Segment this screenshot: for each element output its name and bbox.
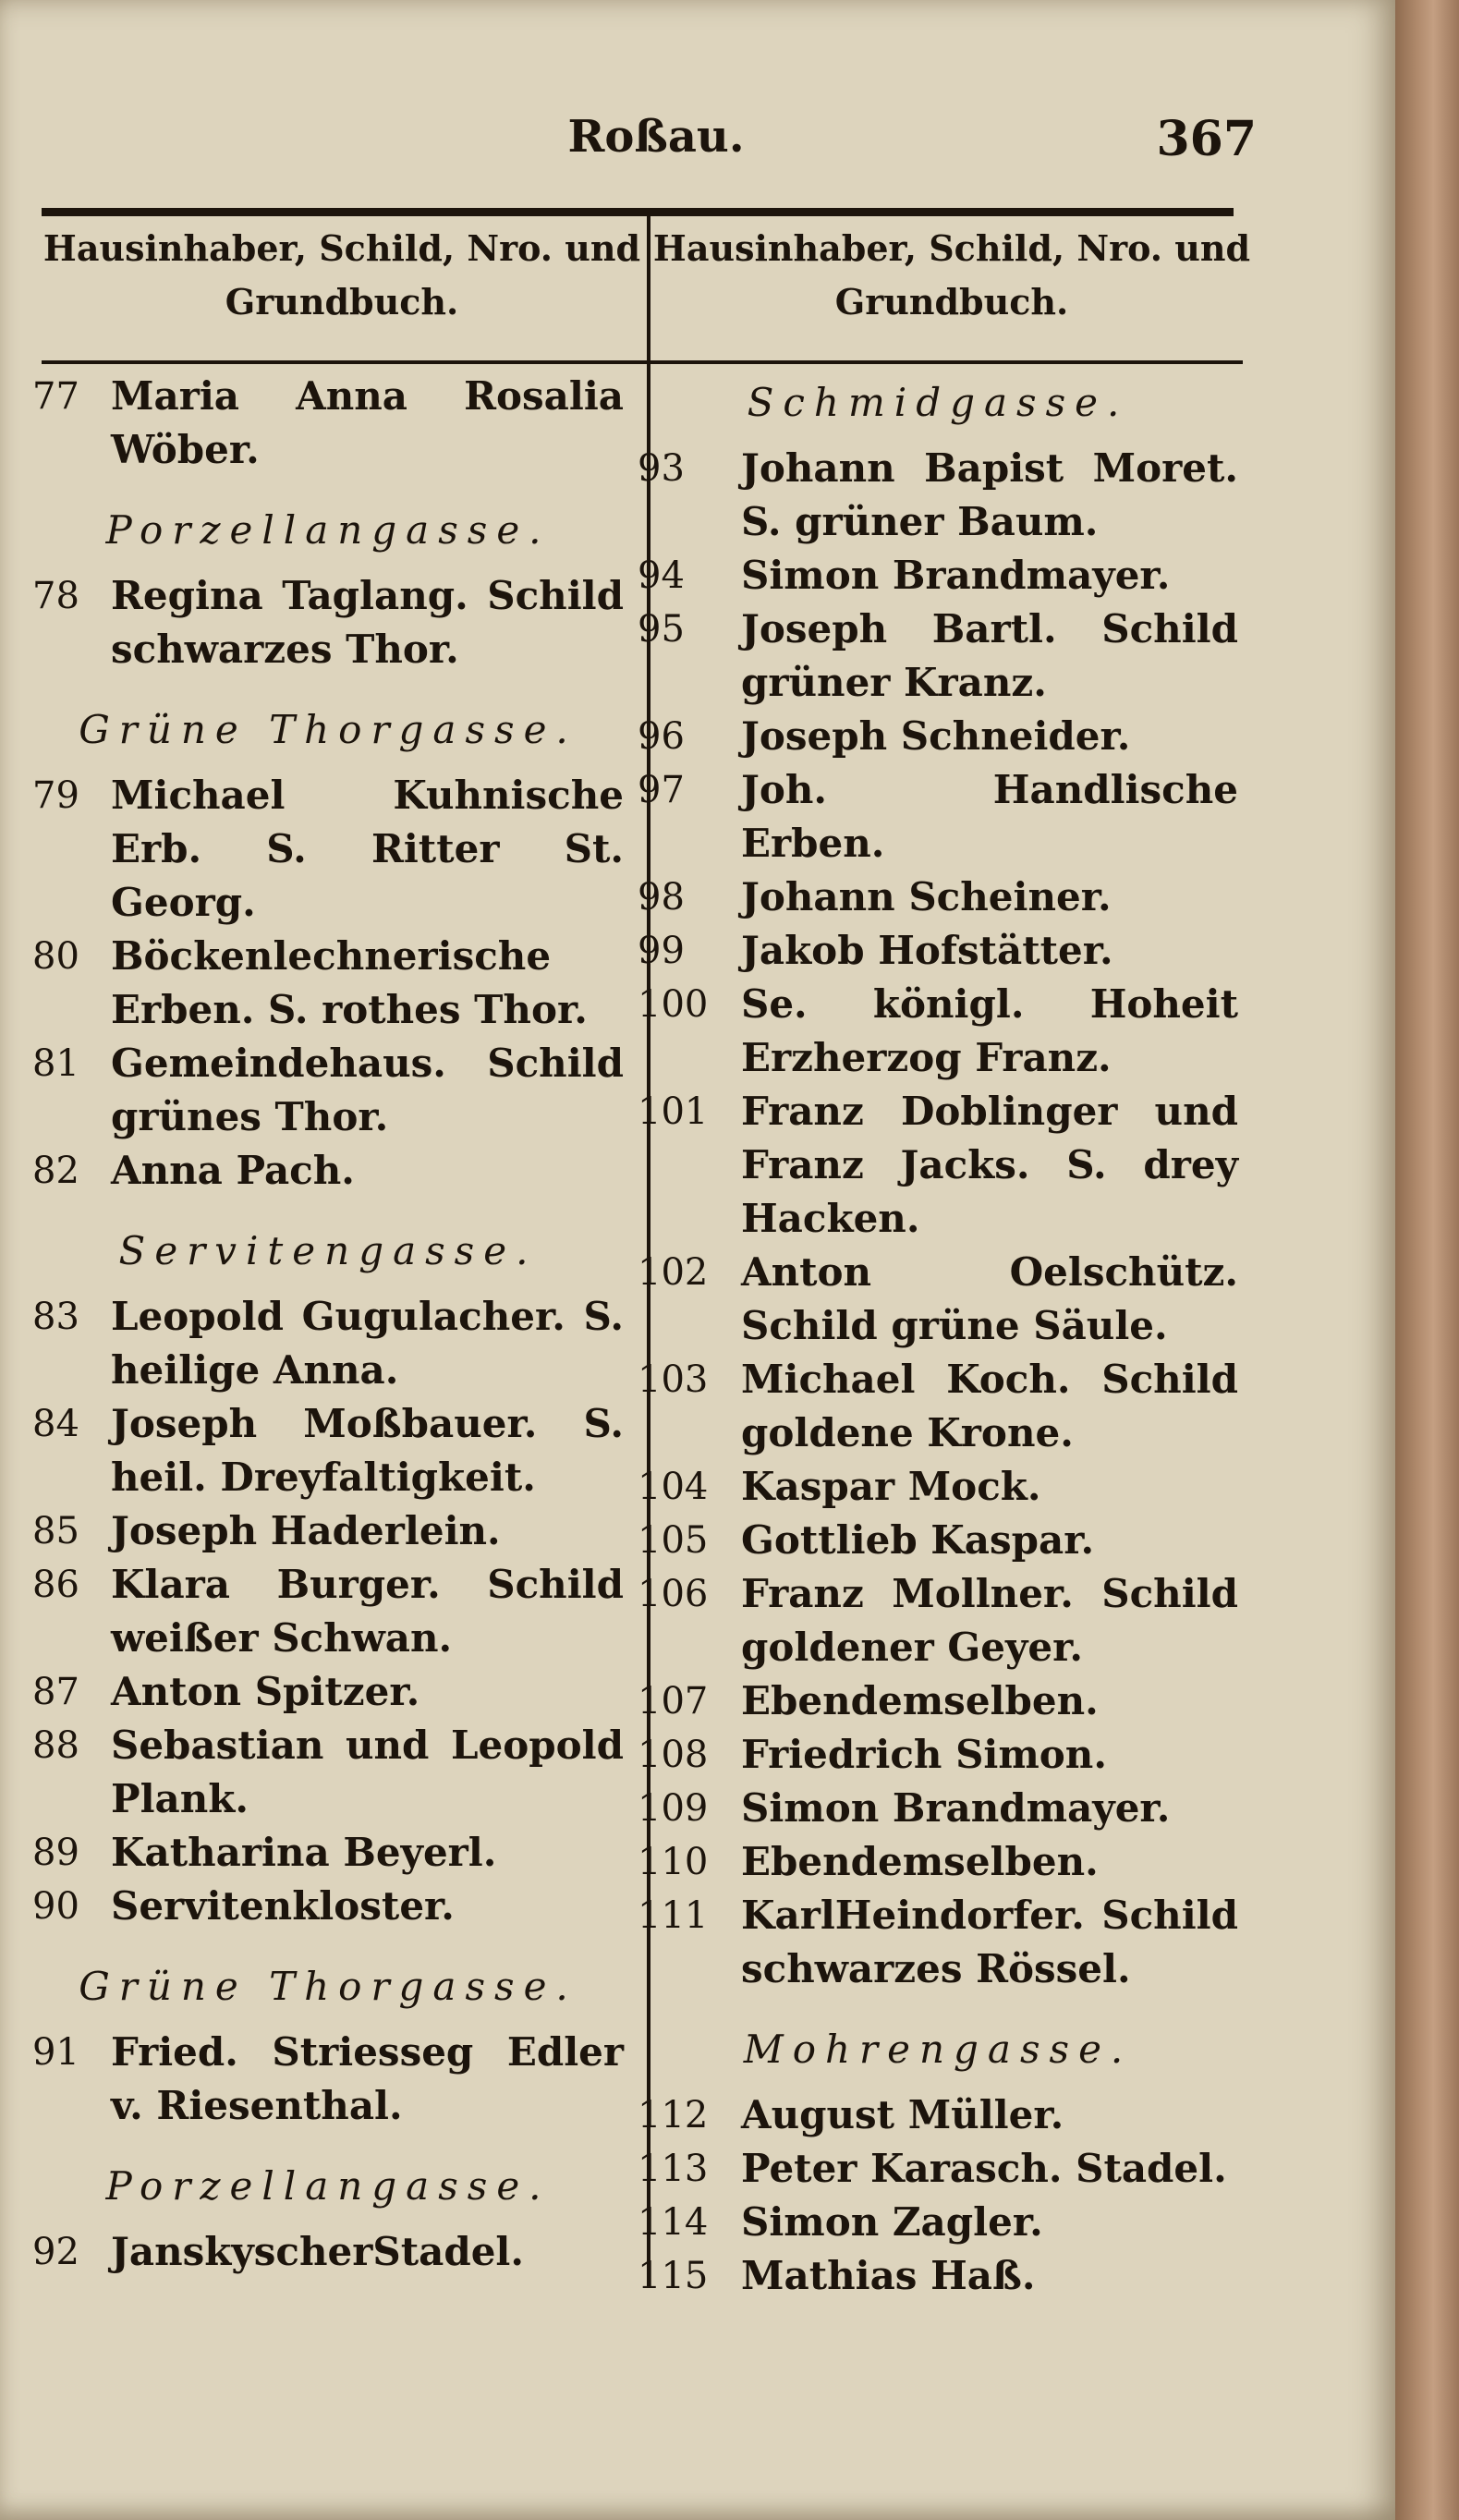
owner-text: Joseph Schneider. [741,713,1131,759]
owner-text: Maria Anna Rosalia Wöber. [111,373,624,472]
house-number: 99 [638,930,685,972]
list-item [638,978,1238,1085]
list-item [32,370,624,477]
owner-text: Katharina Beyerl. [111,1830,497,1875]
house-number: 85 [32,1510,79,1552]
entry-group [32,569,624,676]
street-heading: Porzellangasse. [105,2163,551,2209]
owner-text: Servitenkloster. [111,1883,455,1929]
list-item [638,1353,1238,1460]
list-item [32,930,624,1037]
entry-group [32,2026,624,2133]
list-item [638,549,1238,603]
house-number: 97 [638,769,685,811]
entry-group [32,769,624,1198]
owner-text: Anna Pach. [111,1148,355,1193]
house-number: 96 [638,715,685,758]
owner-text: Ebendemselben. [741,1839,1099,1884]
house-number: 89 [32,1832,79,1874]
list-item [32,2225,624,2279]
list-item [638,1567,1238,1674]
street-heading: Grüne Thorgasse. [79,1964,578,2009]
list-item [32,769,624,930]
owner-text: Peter Karasch. Stadel. [741,2146,1227,2191]
street-heading: Schmidgasse. [747,380,1129,425]
owner-text: Sebastian und Leopold Plank. [111,1723,624,1821]
house-number: 87 [32,1671,79,1713]
house-number: 110 [638,1841,709,1883]
list-item [638,1674,1238,1728]
house-number: 78 [32,575,79,617]
owner-text: KarlHeindorfer. Schild schwarzes Rössel. [741,1893,1238,1991]
owner-text: Jakob Hofstätter. [741,928,1113,973]
house-number: 84 [32,1403,79,1445]
list-item [32,1144,624,1198]
list-item [32,1665,624,1719]
owner-text: Anton Oelschütz. Schild grüne Säule. [741,1249,1238,1348]
house-number: 86 [32,1564,79,1606]
house-number: 113 [638,2148,709,2190]
list-item [638,1514,1238,1567]
owner-text: Joh. Handlische Erben. [741,767,1238,866]
running-head: Roßau. [567,111,745,163]
entry-group [638,2088,1238,2303]
list-item [638,870,1238,924]
entry-group [32,1290,624,1933]
list-item [638,1460,1238,1514]
list-item [638,1085,1238,1246]
street-heading: Porzellangasse. [105,507,551,553]
house-number: 88 [32,1724,79,1767]
house-number: 111 [638,1894,709,1937]
list-item [32,1719,624,1826]
house-number: 95 [638,608,685,651]
list-item [32,1397,624,1504]
entry-group [32,370,624,477]
list-item [638,1728,1238,1782]
owner-text: Friedrich Simon. [741,1732,1107,1777]
list-item [638,2196,1238,2249]
owner-text: Leopold Gugulacher. S. heilige Anna. [111,1294,624,1393]
page-number: 367 [1156,111,1257,167]
house-number: 107 [638,1680,709,1723]
owner-text: Regina Taglang. Schild schwarzes Thor. [111,573,624,672]
list-item [638,1782,1238,1835]
street-heading: Servitengasse. [118,1228,538,1273]
list-item [638,710,1238,763]
owner-text: Johann Bapist Moret. S. grüner Baum. [741,445,1238,544]
house-number: 106 [638,1573,709,1615]
owner-text: Fried. Striesseg Edler v. Riesenthal. [111,2029,624,2128]
owner-text: Simon Brandmayer. [741,553,1171,598]
owner-text: Böckenlechnerische Erben. S. rothes Thor. [111,933,588,1032]
owner-text: Joseph Bartl. Schild grüner Kranz. [741,606,1238,705]
house-number: 80 [32,935,79,978]
house-number: 112 [638,2094,709,2137]
owner-text: Anton Spitzer. [111,1669,420,1714]
list-item [638,1246,1238,1353]
list-item [638,603,1238,710]
house-number: 92 [32,2231,79,2273]
owner-text: Michael Koch. Schild goldene Krone. [741,1357,1238,1455]
list-item [638,1835,1238,1889]
owner-text: August Müller. [741,2092,1064,2137]
list-item [32,1037,624,1144]
entry-group [32,2225,624,2279]
house-number: 98 [638,876,685,919]
house-number: 94 [638,554,685,597]
column-header-rule [42,360,1243,364]
house-number: 109 [638,1787,709,1830]
house-number: 108 [638,1734,709,1776]
list-item [32,1290,624,1397]
left-column [32,370,624,2279]
column-header-right: Hausinhaber, Schild, Nro. und Grundbuch. [652,227,1251,323]
list-item [32,2026,624,2133]
owner-text: Michael Kuhnische Erb. S. Ritter St. Georg. [111,773,624,925]
house-number: 104 [638,1466,709,1508]
owner-text: Franz Mollner. Schild goldener Geyer. [741,1571,1238,1670]
column-header-left: Hausinhaber, Schild, Nro. und Grundbuch. [43,227,641,323]
street-heading: Grüne Thorgasse. [79,707,578,752]
list-item [638,2142,1238,2196]
house-number: 79 [32,774,79,817]
owner-text: Se. königl. Hoheit Erzherzog Franz. [741,981,1238,1080]
owner-text: Joseph Haderlein. [111,1508,501,1553]
list-item [638,442,1238,549]
house-number: 77 [32,375,79,418]
page-edge [1395,0,1459,2520]
list-item [32,1826,624,1880]
list-item [638,924,1238,978]
list-item [638,1889,1238,1996]
house-number: 90 [32,1885,79,1928]
house-number: 101 [638,1090,709,1133]
list-item [32,1504,624,1558]
owner-text: JanskyscherStadel. [111,2229,524,2274]
house-number: 105 [638,1519,709,1562]
list-item [32,1558,624,1665]
street-heading: Mohrengasse. [743,2027,1133,2072]
list-item [638,2088,1238,2142]
owner-text: Mathias Haß. [741,2253,1036,2298]
owner-text: Gottlieb Kaspar. [741,1517,1095,1563]
house-number: 93 [638,447,685,490]
right-column [638,370,1238,2303]
list-item [638,2249,1238,2303]
house-number: 81 [32,1042,79,1085]
owner-text: Joseph Moßbauer. S. heil. Dreyfaltigkeit. [111,1401,624,1500]
house-number: 114 [638,2201,709,2244]
owner-text: Klara Burger. Schild weißer Schwan. [111,1562,624,1661]
house-number: 82 [32,1150,79,1192]
house-number: 91 [32,2031,79,2074]
owner-text: Franz Doblinger und Franz Jacks. S. drey Hacken. [741,1089,1238,1241]
owner-text: Simon Zagler. [741,2199,1043,2245]
house-number: 115 [638,2255,709,2297]
owner-text: Kaspar Mock. [741,1464,1041,1509]
list-item [32,1880,624,1933]
house-number: 102 [638,1251,709,1294]
house-number: 100 [638,983,709,1026]
entry-group [638,442,1238,1996]
house-number: 103 [638,1358,709,1401]
list-item [32,569,624,676]
owner-text: Ebendemselben. [741,1678,1099,1723]
owner-text: Johann Scheiner. [741,874,1112,919]
house-number: 83 [32,1296,79,1338]
owner-text: Gemeindehaus. Schild grünes Thor. [111,1041,624,1139]
header-rule [42,208,1234,216]
list-item [638,763,1238,870]
owner-text: Simon Brandmayer. [741,1785,1171,1831]
